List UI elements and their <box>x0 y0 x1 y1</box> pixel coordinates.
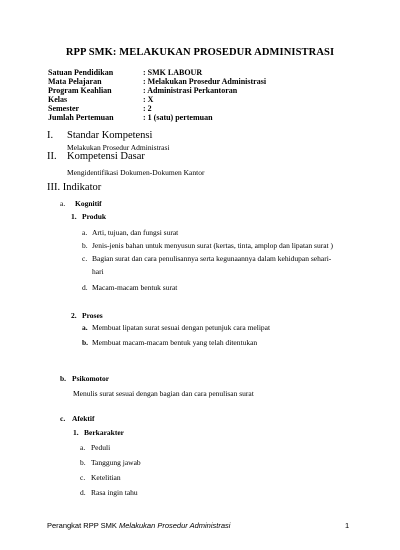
list-item: Membuat lipatan surat sesuai dengan petunjuk cara melipat <box>92 323 271 332</box>
list-marker: a. <box>80 443 86 452</box>
list-item-continuation: hari <box>92 267 104 276</box>
info-value: : Administrasi Perkantoran <box>143 86 238 95</box>
list-marker: 2. <box>71 311 77 320</box>
section-heading-indikator: III. Indikator <box>47 182 102 193</box>
list-marker: a. <box>82 323 88 332</box>
info-value: : SMK LABOUR <box>143 68 203 77</box>
footer-prefix: Perangkat RPP SMK <box>47 521 119 530</box>
page-number: 1 <box>345 521 350 530</box>
section-number: II. <box>47 151 57 162</box>
info-label: Program Keahlian <box>48 86 112 95</box>
list-marker: 1. <box>71 212 77 221</box>
list-marker: c. <box>82 254 88 263</box>
list-item: Membuat macam-macam bentuk yang telah ditentukan <box>92 338 258 347</box>
section-heading: Kompetensi Dasar <box>67 151 145 162</box>
list-marker: c. <box>80 473 86 482</box>
list-item: Arti, tujuan, dan fungsi surat <box>92 228 179 237</box>
subheading-proses: Proses <box>82 311 103 320</box>
info-value: : Melakukan Prosedur Administrasi <box>143 77 267 86</box>
list-item: Bagian surat dan cara penulisannya serta kegunaannya dalam kehidupan sehari- <box>92 254 332 263</box>
subheading-psikomotor: Psikomotor <box>72 374 110 383</box>
list-item: Rasa ingin tahu <box>91 488 138 497</box>
info-label: Satuan Pendidikan <box>48 68 114 77</box>
info-value: : 2 <box>143 104 152 113</box>
info-value: : 1 (satu) pertemuan <box>143 113 213 122</box>
list-marker: b. <box>80 458 86 467</box>
section-heading: Standar Kompetensi <box>67 130 153 141</box>
info-label: Jumlah Pertemuan <box>48 113 114 122</box>
list-marker: d. <box>82 283 88 292</box>
subheading-kognitif: Kognitif <box>75 199 102 208</box>
document-title: RPP SMK: MELAKUKAN PROSEDUR ADMINISTRASI <box>65 47 335 58</box>
info-label: Kelas <box>48 95 68 104</box>
list-marker: b. <box>82 241 88 250</box>
section-text: Mengidentifikasi Dokumen-Dokumen Kantor <box>67 168 205 177</box>
footer-text <box>47 521 230 530</box>
section-number: I. <box>47 130 54 141</box>
info-label: Mata Pelajaran <box>48 77 102 86</box>
paragraph: Menulis surat sesuai dengan bagian dan cara penulisan surat <box>73 389 254 398</box>
info-label: Semester <box>48 104 80 113</box>
list-item: Macam-macam bentuk surat <box>92 283 178 292</box>
list-marker: b. <box>60 374 67 383</box>
list-item: Tanggung jawab <box>91 458 141 467</box>
info-value: : X <box>143 95 154 104</box>
list-item: Jenis-jenis bahan untuk menyusun surat (kertas, tinta, amplop dan lipatan surat ) <box>92 241 333 250</box>
section-text: Melakukan Prosedur Administrasi <box>67 143 170 152</box>
list-marker: b. <box>82 338 89 347</box>
subheading-berkarakter: Berkarakter <box>84 428 124 437</box>
footer-subject: Melakukan Prosedur Administrasi <box>118 521 231 530</box>
list-marker: 1. <box>73 428 79 437</box>
subheading-produk: Produk <box>82 212 107 221</box>
list-marker: d. <box>80 488 86 497</box>
list-item: Peduli <box>91 443 111 452</box>
list-item: Ketelitian <box>91 473 121 482</box>
list-marker: c. <box>60 414 66 423</box>
subheading-afektif: Afektif <box>72 414 95 423</box>
list-marker: a. <box>60 199 66 208</box>
list-marker: a. <box>82 228 88 237</box>
